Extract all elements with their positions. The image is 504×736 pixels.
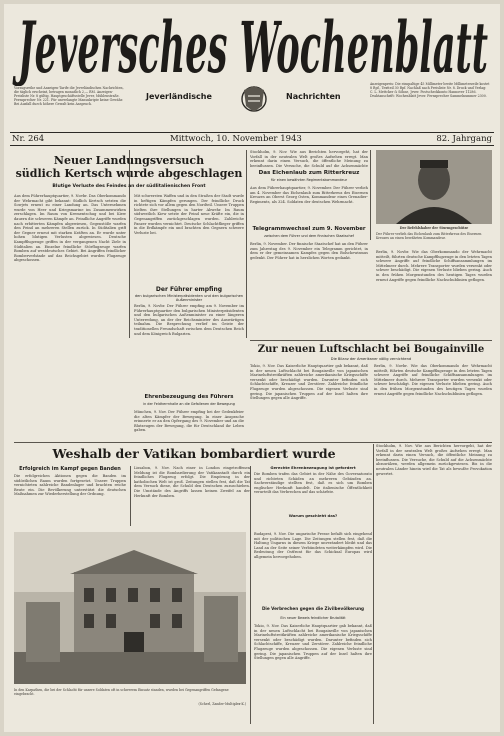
column-2-top: Mit schwersten Waffen und in den Straßen der Stadt wurde in heftigen Kämpfen gerungen. Der feindliche Druck richtete sich vor allem gegen den Nordteil. Unsere Truppen hielten ihre Stellungen in harter Abwehr. Im Raum südwestlich Kiew setzte der Feind neue Kräfte ein, die in Gegenangriffen zurückgeschlagen wurden. Zahlreiche Panzer wurden vernichtet. Deutsche Schlachtflieger griffen in die Erdkämpfe ein und brachten den Gegnern schwere Verluste bei. bbox=[134, 194, 244, 235]
bougainville-headline: Zur neuen Luftschlacht bei Bougainville bbox=[257, 344, 485, 355]
lead-headline-1: Neuer Landungsversuch bbox=[53, 154, 205, 167]
section-rule bbox=[250, 340, 492, 341]
bougainville-col-b: Berlin, 9. Novbr. Wie das Oberkommando der Wehrmacht mitteilt, führten deutsche Kampfflugzeuge in den letzten Tagen schwere Angriffe auf feindliche Schiffsansammlungen im Mittelmeer durch. Mehrere Transporter wurden versenkt oder schwer beschädigt. Die eigenen Verluste blieben gering. Auch in den frühen Morgenstunden des heutigen Tages wurden erneut Angriffe gegen feindliche Nachschublinien geflogen. bbox=[374, 364, 492, 396]
column-rule bbox=[130, 466, 131, 526]
weshalb-sub-b: Warum geschieht das? bbox=[288, 513, 338, 518]
verbrechen-headline: Die Verbrechen gegen die Zivilbevölkerung bbox=[261, 606, 365, 611]
column-rule bbox=[370, 150, 371, 240]
volume-number: 82. Jahrgang bbox=[436, 134, 492, 144]
ehrung-body: München, 9. Nov. Der Führer empfing bei der Gedenkfeier die alten Kämpfer der Bewegung. In einer Ansprache erinnerte er an den Opfergang des 9. November und an die Blutzeugen der Bewegung, die für Deutschland ihr Leben gaben. bbox=[134, 410, 244, 433]
portrait-icon bbox=[376, 150, 492, 224]
weshalb-col-b: Die Bomben trafen das Gebiet in der Nähe des Governatorato und richteten Schäden an mehreren Gebäuden an. Sachverständige stellten fest, daß es sich um Bomben englischer Herkunft handelt. Die italienische Öffentlichkeit verurteilt das Verbrechen auf das schärfste. bbox=[254, 472, 372, 495]
telegramm-body: Berlin, 9. November. Der finnische Staatschef hat an den Führer zum Jahrestag des 9. November ein Telegramm gerichtet, in dem er der gemeinsamen Kampfes gegen den Bolschewismus gedenkt. Der Führer hat in herzlichen Worten gedankt. bbox=[250, 242, 368, 260]
ehrung-headline: Ehrenbezeugung des Führers bbox=[144, 394, 234, 400]
karpathen-photo bbox=[14, 532, 246, 684]
crest-icon bbox=[236, 84, 272, 114]
portrait-caption-body: Der Führer verlieh das Eichenlaub zum Ritterkreuz des Eisernen Kreuzes an einen bewährten Kommandeur. bbox=[376, 232, 482, 240]
bougainville-subhead: Die Bilanz der Amerikaner völlig vernichtend bbox=[330, 357, 412, 361]
erfolg-body: Die erfolgreichen Aktionen gegen die Banden im südöstlichen Raum wurden fortgesetzt. Unsere Truppen vernichteten zahlreiche Bandenlager und brachten reiche Beute ein. Die Bevölkerung unterstützt die deutschen Maßnahmen zur Wiederherstellung der Ordnung. bbox=[14, 474, 126, 497]
lead-headline-2: südlich Kertsch wurde abgeschlagen bbox=[15, 167, 243, 180]
column-6-bottom: Stockholm, 9. Nov. Wie aus Berichten hervorgeht, hat der Vorfall in der neutralen Welt großes Aufsehen erregt. Man erkennt darin einen Versuch, die öffentliche Meinung zu beeinflussen. Die Versuche, die Schuld auf die Achsenmächte abzuwälzen, werden allgemein zurückgewiesen. Bis in die neutralen Länder hinein wird die Tat als bewußte Provokation gewertet. bbox=[376, 444, 492, 476]
masthead-right-box: Anzeigenpreis: Die einspaltige 45 Millimeter breite Millimeterzeile kostet 8 Rpf., Textteil 30 Rpf. Nachlaß nach Preisliste Nr. 8. Druck und Verlag: C. L. Mettcker & Söhne, Jever. Postscheckkonto Hannover 11286. Drahtanschrift: Wochenblatt Jever. Fernsprecher Sammelnummer 2300. bbox=[370, 82, 490, 99]
verbrechen-subhead: Ein neuer Beweis feindlicher Brutalität bbox=[280, 616, 346, 620]
issue-date: Mittwoch, 10. November 1943 bbox=[170, 134, 302, 144]
newspaper-page bbox=[4, 4, 500, 732]
section-rule bbox=[14, 442, 492, 443]
erfolg-headline: Erfolgreich im Kampf gegen Banden bbox=[19, 466, 121, 472]
weshalb-col-a: Lissabon, 9. Nov. Nach einer in London eingetroffenen Meldung ist die Bombardierung der Vatikanstadt durch ein feindliches Flugzeug erfolgt. Die Empörung in der katholischen Welt ist groß. Zeitungen stellen fest, daß die Tat dem Versuch diene, die Schuld den Deutschen zuzuschieben. Die Umstände des Angriffs lassen keinen Zweifel an der Herkunft der Bomben. bbox=[134, 466, 250, 498]
masthead-left-box: Vorzugsreihe und Anzeigen-Tarife die Jeverländischen Nachrichten, die täglich erscheint, betragen monatlich 2,— RM. Anzeigen-Preisliste Nr. 8 gültig. Hauptgeschäftsstelle Jever, Mühlenstraße. Fernsprecher Nr. 221. Für unverlangte Manuskripte keine Gewähr. Bei Ausfall durch höhere Gewalt kein Anspruch. bbox=[14, 86, 124, 107]
column-5-top: Budapest, 9. Nov. Die ungarische Presse befaßt sich eingehend mit der politischen Lage. Die Zeitungen stellen fest, daß die Haltung Ungarns in diesem Kriege unverändert bleibt und das Land an der Seite seiner Verbündeten weiterkämpfen wird. Die Bedeutung der Ostfront für das Schicksal Europas wird allgemein hervorgehoben. bbox=[254, 532, 372, 559]
column-rule bbox=[246, 150, 247, 338]
column-5-bottom: Tokio, 9. Nov. Das Kaiserliche Hauptquartier gab bekannt, daß in der neuen Luftschlacht bei Bougainville von japanischen Marineluftstreitkräften zahlreiche amerikanische Kriegsschiffe versenkt oder beschädigt wurden. Darunter befinden sich Schlachtschiffe, Kreuzer und Zerstörer. Zahlreiche feindliche Flugzeuge wurden abgeschossen. Die eigenen Verluste sind gering. Die japanischen Truppen auf der Insel halten ihre Stellungen gegen alle Angriffe. bbox=[254, 624, 372, 661]
masthead-subtitle-right: Nachrichten bbox=[286, 92, 341, 101]
masthead-subtitle-left: Jeverländische bbox=[146, 92, 212, 101]
lead-subhead: Blutige Verluste des Feindes an der südlitalienischen Front bbox=[52, 184, 206, 189]
portrait-caption: Der Befehlshaber der Sturmgeschütze bbox=[399, 226, 469, 230]
karpathen-credit: (Scherl, Zander-Multiplex-K.) bbox=[198, 702, 246, 706]
column-rule bbox=[250, 466, 251, 724]
ehrung-subhead: in der Feldherrnhalle an die Gefallenen der Bewegung bbox=[143, 402, 235, 406]
eichenlaub-subhead: für einen bewährten Regimentskommandeur bbox=[270, 178, 348, 182]
eichenlaub-headline: Das Eichenlaub zum Ritterkreuz bbox=[258, 170, 360, 176]
weshalb-headline: Weshalb der Vatikan bombardiert wurde bbox=[52, 446, 336, 461]
lead-body: Aus dem Führerhauptquartier, 9. Novbr. Das Oberkommando der Wehrmacht gibt bekannt: Südlich Kertsch setzten die Sowjets erneut zu einer Landung an. Das Unternehmen wurde von Heer und Kriegsmarine im Zusammenwirken zerschlagen. Im Raum von Krementschug und bei Kiew dauern die schweren Kämpfe an. Feindliche Angriffe wurden nach erbitterten Kämpfen abgewiesen, Gegenstöße warfen den Feind an mehreren Stellen zurück. In Süditalien griff der Gegner erneut mit starken Kräften an. Er wurde unter hohen blutigen Verlusten abgewiesen. Deutsche Kampfflugzeuge griffen in der vergangenen Nacht Ziele in Süditalien an. Einzelne feindliche Störflugzeuge warfen Bomben auf westdeutsches Gebiet. Bei Angriffen feindlicher Bomberverbände auf das Reichsgebiet wurden Flugzeuge abgeschossen. bbox=[14, 194, 126, 263]
dateline bbox=[10, 132, 494, 146]
masthead-title bbox=[12, 10, 494, 86]
eichenlaub-body: Aus dem Führerhauptquartier, 9. November. Der Führer verlieh am 4. November das Eichenlaub zum Ritterkreuz des Eisernen Kreuzes an Oberst Georg Osten, Kommandeur eines Grenadier-Regiments, als 324. Soldaten der deutschen Wehrmacht. bbox=[250, 186, 368, 204]
bougainville-col-a: Tokio, 9. Nov. Das Kaiserliche Hauptquartier gab bekannt, daß in der neuen Luftschlacht bei Bougainville von japanischen Marineluftstreitkräften zahlreiche amerikanische Kriegsschiffe versenkt oder beschädigt wurden. Darunter befinden sich Schlachtschiffe, Kreuzer und Zerstörer. Zahlreiche feindliche Flugzeuge wurden abgeschossen. Die eigenen Verluste sind gering. Die japanischen Truppen auf der Insel halten ihre Stellungen gegen alle Angriffe. bbox=[250, 364, 368, 401]
fuehrer-headline: Der Führer empfing bbox=[155, 286, 223, 293]
building-photo-icon bbox=[14, 532, 246, 684]
issue-number: Nr. 264 bbox=[12, 134, 45, 144]
column-rule bbox=[373, 444, 374, 724]
masthead-title-text: Jeversches Wochenblatt bbox=[12, 10, 488, 86]
column-4-top: Berlin, 9. Novbr. Wie das Oberkommando der Wehrmacht mitteilt, führten deutsche Kampfflugzeuge in den letzten Tagen schwere Angriffe auf feindliche Schiffsansammlungen im Mittelmeer durch. Mehrere Transporter wurden versenkt oder schwer beschädigt. Die eigenen Verluste blieben gering. Auch in den frühen Morgenstunden des heutigen Tages wurden erneut Angriffe gegen feindliche Nachschublinien geflogen. bbox=[376, 250, 492, 282]
telegramm-headline: Telegrammwechsel zum 9. November bbox=[252, 226, 366, 232]
column-3-intro: Stockholm, 9. Nov. Wie aus Berichten hervorgeht, hat der Vorfall in der neutralen Welt großes Aufsehen erregt. Man erkennt darin einen Versuch, die öffentliche Meinung zu beeinflussen. Die Versuche, die Schuld auf die Achsenmächte bbox=[250, 150, 368, 168]
portrait-photo bbox=[376, 150, 492, 224]
fuehrer-subhead: den bulgarischen Ministerpräsidenten und den bulgarischen Außenminister bbox=[134, 294, 244, 303]
fuehrer-body: Berlin, 9. Novbr. Der Führer empfing am 9. November im Führerhauptquartier den bulgarischen Ministerpräsidenten und den bulgarischen Außenminister zu einer längeren Unterredung, an der der Reichsminister des Auswärtigen teilnahm. Die Besprechung verlief im Geiste der traditionellen Freundschaft zwischen dem Deutschen Reich und dem Königreich Bulgarien. bbox=[134, 304, 244, 336]
weshalb-sub-a: Gerechte Ehrenbezeugung ist gefordert bbox=[270, 465, 356, 470]
telegramm-subhead: zwischen dem Führer und dem finnischen Staatschef bbox=[264, 234, 354, 238]
karpathen-caption: In den Karpathen, die bei der Schlacht für unsere Soldaten oft in schwerem Einsatz standen, wurden bei Gegenangriffen Gefangene eingebracht. bbox=[14, 688, 229, 696]
